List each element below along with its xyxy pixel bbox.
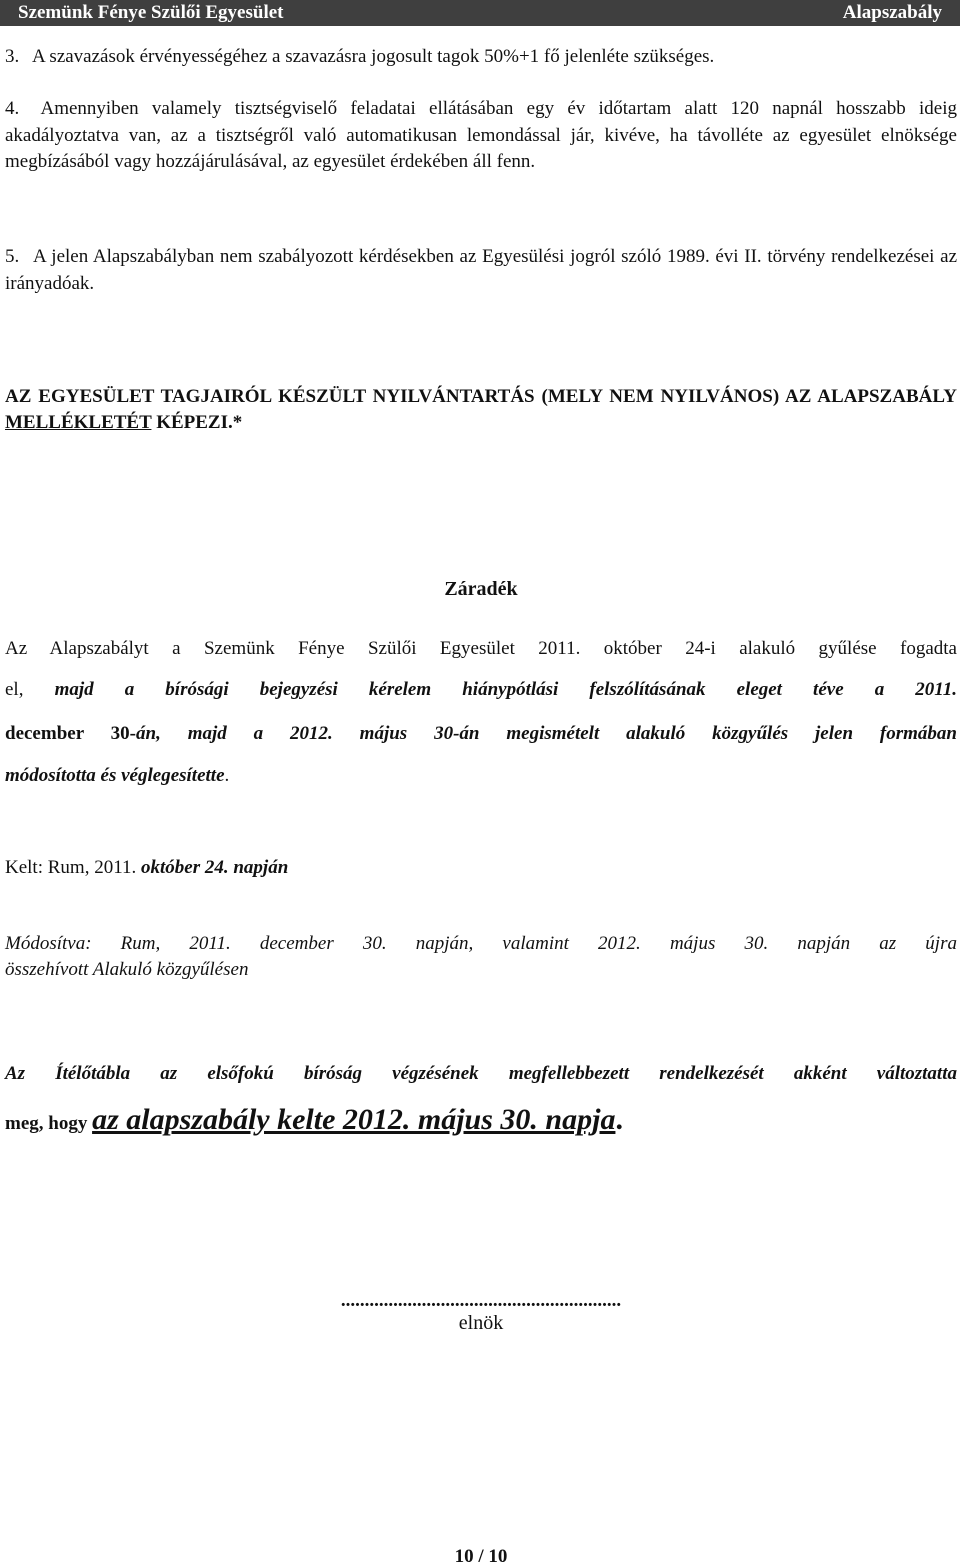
registry-statement: AZ EGYESÜLET TAGJAIRÓL KÉSZÜLT NYILVÁNTARTÁS (MELY NEM NYILVÁNOS) AZ ALAPSZABÁLY MELLÉKLETÉT KÉPEZI.* <box>5 386 957 433</box>
header-document-title: Alapszabály <box>842 2 942 23</box>
signature-role: elnök <box>458 1312 504 1334</box>
item-text: Amennyiben valamely tisztségviselő feladatai ellátásában egy év időtartam alatt 120 napnál hosszabb ideig akadályoztatva van, az a tisztségről való automatikusan lemondással jár, kivéve, ha távolléte az egyesület elnöksége megbízásából vagy hozzájárulásával, az egyesület érdekében áll fenn. <box>5 98 958 172</box>
modositva-line-2: összehívott Alakuló közgyűlésen <box>5 959 249 980</box>
arrow-bullet-icon <box>24 50 32 66</box>
kelt-date: Kelt: Rum, 2011. október 24. napján <box>5 857 289 878</box>
arrow-bullet-icon <box>33 102 41 118</box>
clause-line-1: Az Alapszabályt a Szemünk Fénye Szülői Egyesület 2011. október 24-i alakuló gyűlése fogadta <box>5 638 957 659</box>
signature-line: ........................................................... <box>340 1290 622 1311</box>
item-text: A szavazások érvényességéhez a szavazásra jogosult tagok 50%+1 fő jelenléte szükséges. <box>32 46 715 67</box>
clause-line-3: december 30-án, majd a 2012. május 30-án megismételt alakuló közgyűlés jelen formában <box>5 723 957 744</box>
page-number: 10 / 10 <box>454 1546 508 1567</box>
clause-title: Záradék <box>444 578 518 600</box>
item-3 <box>5 44 957 71</box>
itelotabla-line-2: meg, hogy az alapszabály kelte 2012. május 30. napja. <box>5 1103 623 1136</box>
arrow-bullet-icon <box>25 250 33 266</box>
header-organization: Szemünk Fénye Szülői Egyesület <box>18 2 284 23</box>
item-4 <box>5 96 957 175</box>
page-header <box>0 0 960 26</box>
item-number: 3. <box>5 46 20 67</box>
item-5 <box>5 244 957 297</box>
item-number: 4. <box>5 98 20 119</box>
registry-underlined: MELLÉKLETÉT <box>5 412 152 433</box>
modositva-line-1: Módosítva: Rum, 2011. december 30. napján, valamint 2012. május 30. napján az újra <box>5 933 957 954</box>
itelotabla-line-1: Az Ítélőtábla az elsőfokú bíróság végzésének megfellebbezett rendelkezését akként változtatta <box>5 1063 957 1084</box>
item-number: 5. <box>5 246 20 267</box>
clause-line-2: el, majd a bírósági bejegyzési kérelem hiánypótlási felszólításának eleget téve a 2011. <box>5 679 957 700</box>
clause-line-4: módosította és véglegesítette. <box>5 765 230 786</box>
alapszabaly-kelte: az alapszabály kelte 2012. május 30. napja <box>92 1103 616 1136</box>
item-text: A jelen Alapszabályban nem szabályozott kérdésekben az Egyesülési jogról szóló 1989. évi II. törvény rendelkezései az irányadóak. <box>5 246 958 294</box>
